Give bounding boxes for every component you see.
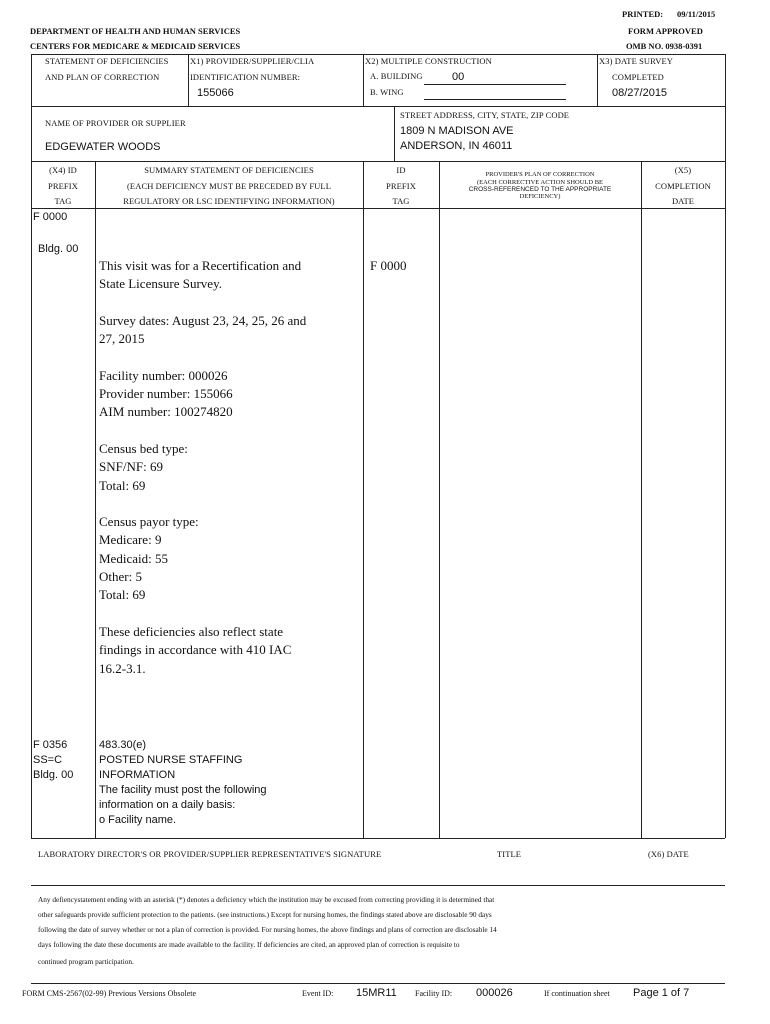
id-tag-f0000: F 0000 xyxy=(370,258,407,273)
plan-header-4: DEFICIENCY) xyxy=(519,193,561,200)
deficiency-text-f0000: This visit was for a Recertification and State Licensure Survey. Survey dates: August 23, 24, 25, 26 and 27, 2015 Facility number: 000026 Provider number: 155066 AIM number: 100274820 Census bed type: SNF/NF: 69 Total: 69 Census payor type: Medicare: 9 Medicaid: 55 Other: 5 Total: 69 These deficiencies also reflect state findings in accordance with 410 IAC 16.2-3.1. xyxy=(99,258,307,676)
disclaimer-line-3: following the date of survey whether or not a plan of correction is provided. For nursing homes, the above findings and plans of correction are disclosable 14 xyxy=(38,925,497,934)
form-approved: FORM APPROVED xyxy=(628,26,703,36)
form-number: FORM CMS-2567(02-99) Previous Versions Obsolete xyxy=(22,989,197,998)
date-survey-completed: 08/27/2015 xyxy=(612,87,668,99)
printed-label: PRINTED: xyxy=(622,9,664,19)
title-label: TITLE xyxy=(497,849,522,859)
provider-name-label: NAME OF PROVIDER OR SUPPLIER xyxy=(45,118,186,128)
x1-label-2: IDENTIFICATION NUMBER: xyxy=(190,72,301,82)
page-number: Page 1 of 7 xyxy=(633,987,690,999)
x4-header-2: PREFIX xyxy=(48,181,78,191)
omb-number: OMB NO. 0938-0391 xyxy=(626,41,703,51)
summary-header-2: (EACH DEFICIENCY MUST BE PRECEDED BY FULL xyxy=(126,181,332,191)
summary-header-1: SUMMARY STATEMENT OF DEFICIENCIES xyxy=(144,165,314,175)
building-value: 00 xyxy=(452,71,465,83)
continuation-label: If continuation sheet xyxy=(544,989,610,998)
department-title: DEPARTMENT OF HEALTH AND HUMAN SERVICES xyxy=(30,26,241,36)
signature-label: LABORATORY DIRECTOR'S OR PROVIDER/SUPPLIER REPRESENTATIVE'S SIGNATURE xyxy=(38,849,382,859)
wing-label: B. WING xyxy=(370,87,404,97)
plan-header-1: PROVIDER'S PLAN OF CORRECTION xyxy=(485,171,595,178)
x4-header-1: (X4) ID xyxy=(49,165,77,175)
statement-label-2: AND PLAN OF CORRECTION xyxy=(45,72,160,82)
prefix-tag-f0356: F 0356 SS=C Bldg. 00 xyxy=(33,739,74,781)
summary-header-3: REGULATORY OR LSC IDENTIFYING INFORMATION) xyxy=(123,196,335,206)
disclaimer-line-1: Any defiencystatement ending with an asterisk (*) denotes a deficiency which the institution may be excused from correcting providing it is determined that xyxy=(38,895,495,904)
event-id-label: Event ID: xyxy=(302,989,334,998)
x5-header-3: DATE xyxy=(671,196,695,206)
x3-label-2: COMPLETED xyxy=(612,72,664,82)
provider-name: EDGEWATER WOODS xyxy=(45,141,161,153)
x1-label-1: X1) PROVIDER/SUPPLIER/CLIA xyxy=(190,56,315,66)
statement-label-1: STATEMENT OF DEFICIENCIES xyxy=(45,56,169,66)
prefix-tag-f0000: F 0000 xyxy=(33,211,68,223)
id-header-1: ID xyxy=(396,165,406,175)
disclaimer-line-4: days following the date these documents are made available to the facility. If deficiencies are cited, an approved plan of correction is requisite to xyxy=(38,940,460,949)
address-line-2: ANDERSON, IN 46011 xyxy=(400,140,513,152)
bldg-label: Bldg. 00 xyxy=(38,243,79,255)
address-line-1: 1809 N MADISON AVE xyxy=(400,125,514,137)
x5-header-2: COMPLETION xyxy=(655,181,711,191)
facility-id-label: Facility ID: xyxy=(415,989,453,998)
plan-header-3: CROSS-REFERENCED TO THE APPROPRIATE xyxy=(468,186,612,193)
provider-id-number: 155066 xyxy=(197,87,234,99)
x5-header-1: (X5) xyxy=(674,165,692,175)
id-header-3: TAG xyxy=(392,196,410,206)
x2-label: X2) MULTIPLE CONSTRUCTION xyxy=(365,56,492,66)
building-label: A. BUILDING xyxy=(370,71,423,81)
disclaimer-line-2: other safeguards provide sufficient protection to the patients. (see instructions.) Except for nursing homes, the findings stated above are disclosable 90 days xyxy=(38,910,492,919)
id-header-2: PREFIX xyxy=(386,181,416,191)
x3-label-1: X3) DATE SURVEY xyxy=(599,56,674,66)
x4-header-3: TAG xyxy=(54,196,72,206)
facility-id: 000026 xyxy=(476,987,513,999)
plan-header-2: (EACH CORRECTIVE ACTION SHOULD BE xyxy=(476,179,604,186)
deficiency-text-f0356: 483.30(e) POSTED NURSE STAFFING INFORMATION The facility must post the following information on a daily basis: o Facility name. xyxy=(99,739,267,826)
event-id: 15MR11 xyxy=(356,987,397,999)
printed-date: 09/11/2015 xyxy=(677,9,716,19)
x6-date-label: (X6) DATE xyxy=(648,849,689,859)
disclaimer-line-5: continued program participation. xyxy=(38,957,134,966)
cms-title: CENTERS FOR MEDICARE & MEDICAID SERVICES xyxy=(30,41,241,51)
address-label: STREET ADDRESS, CITY, STATE, ZIP CODE xyxy=(400,110,570,120)
